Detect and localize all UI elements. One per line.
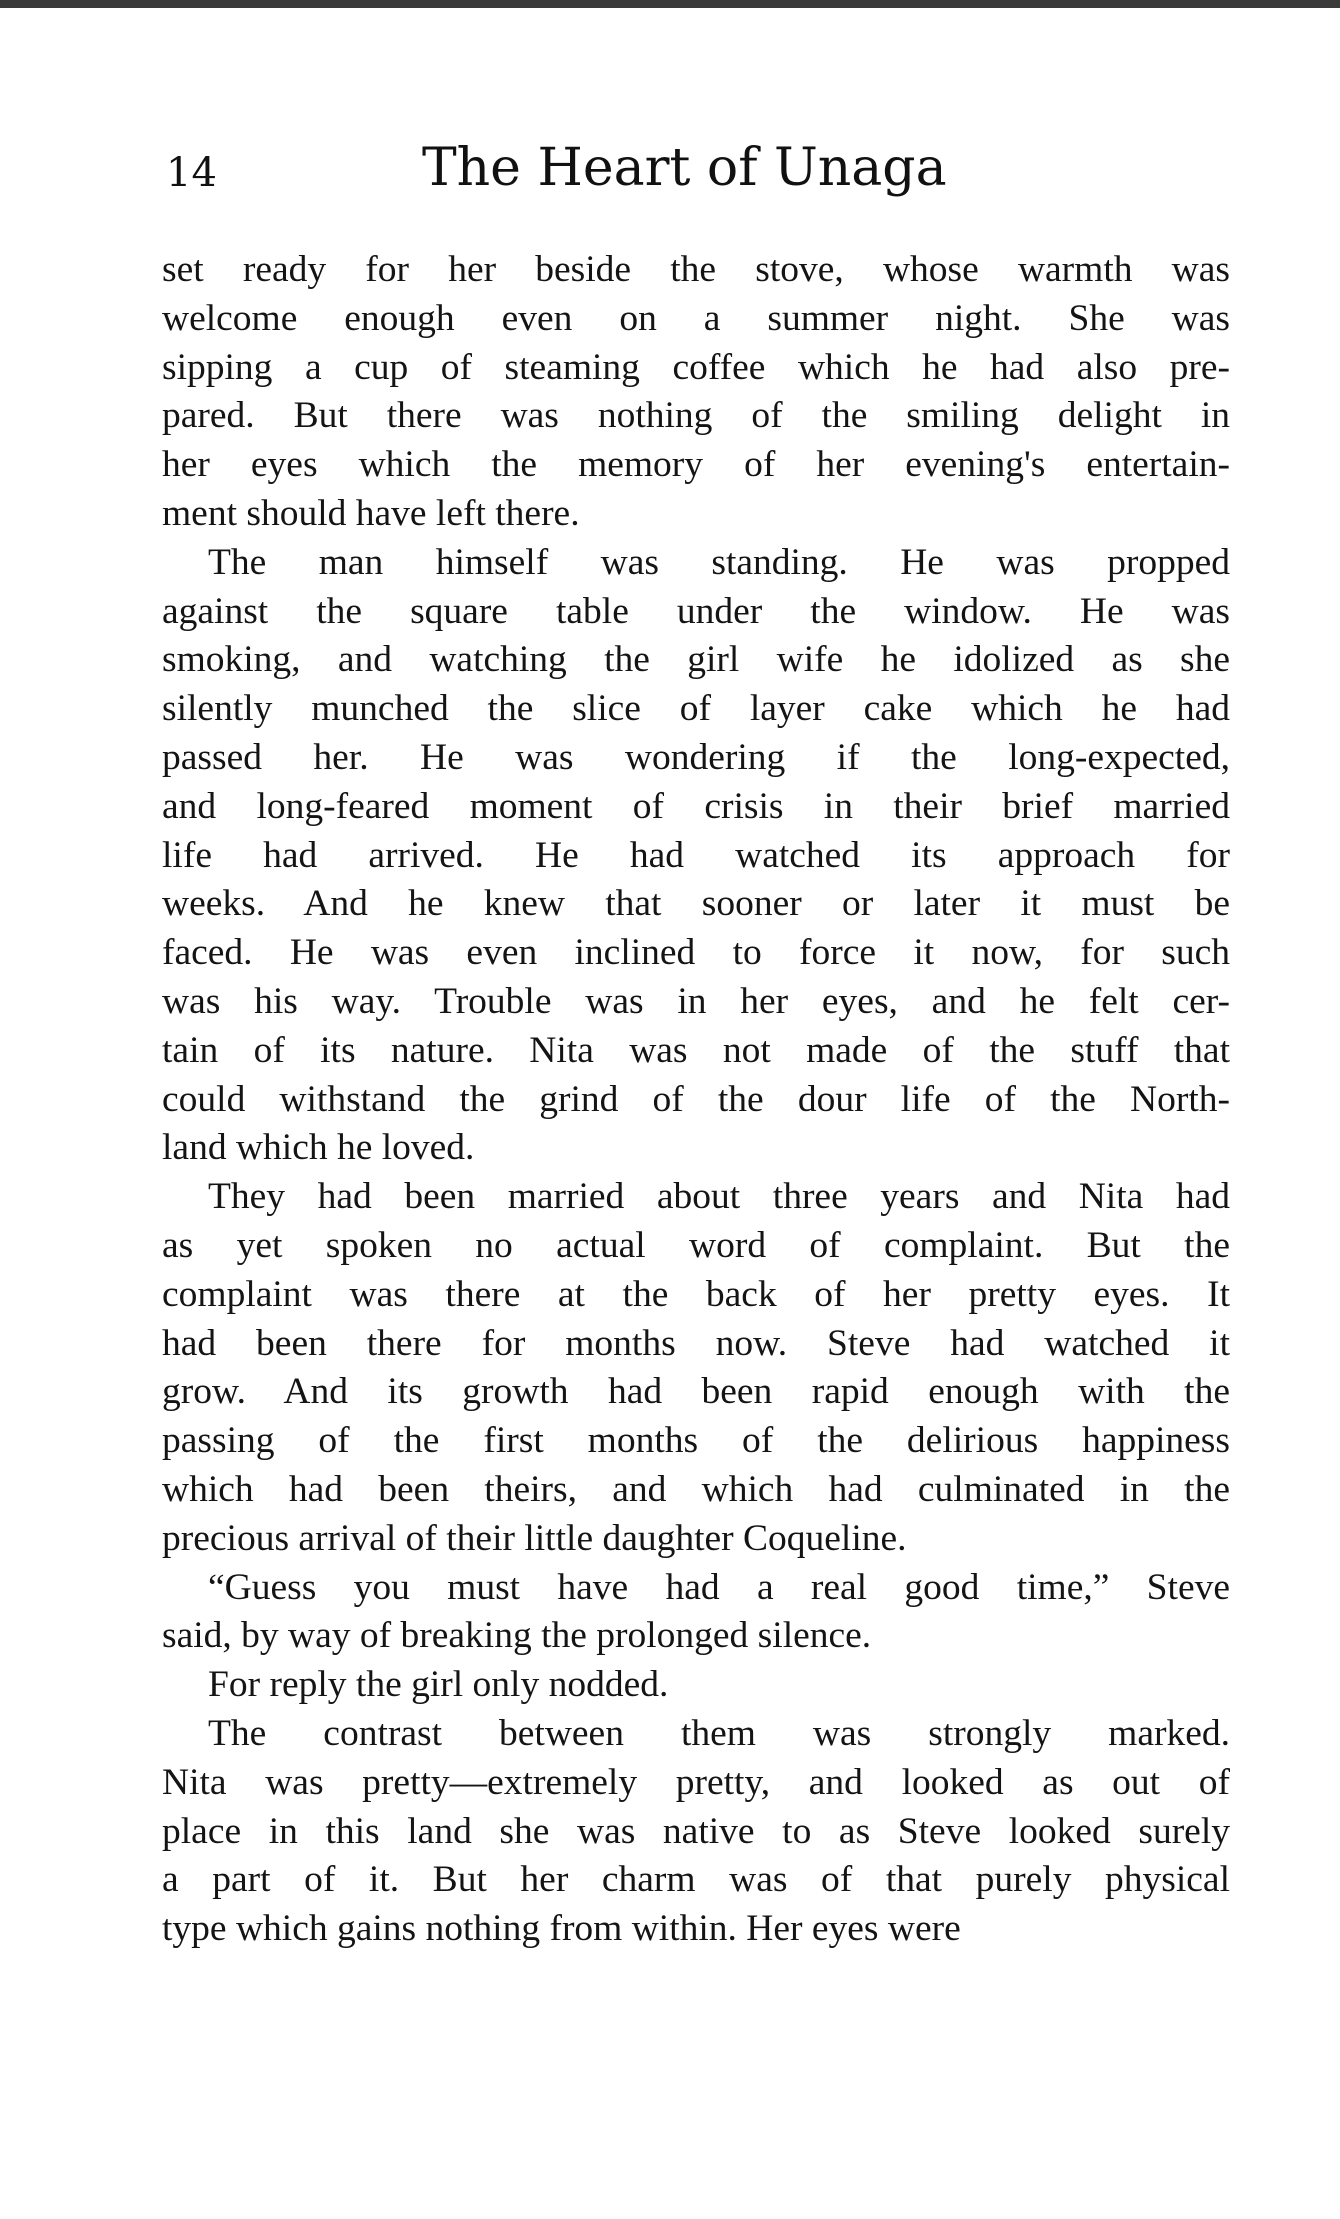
text-line: “Guess you must have had a real good time,” Steve — [208, 1566, 1230, 1608]
paragraph — [162, 246, 1230, 539]
scan-edge — [0, 0, 1340, 8]
text-line: was his way. Trouble was in her eyes, and he felt cer- — [162, 980, 1230, 1022]
paragraph — [162, 539, 1230, 1173]
text-line: had been there for months now. Steve had watched it — [162, 1322, 1230, 1364]
text-line: a part of it. But her charm was of that purely physical — [162, 1859, 1230, 1901]
paragraph — [162, 1710, 1230, 1954]
text-line: passing of the first months of the delirious happiness — [162, 1420, 1230, 1462]
paragraph — [162, 1564, 1230, 1662]
text-line: weeks. And he knew that sooner or later it must be — [162, 883, 1230, 925]
text-line: which had been theirs, and which had culminated in the — [162, 1468, 1230, 1510]
text-line: ment should have left there. — [162, 492, 580, 534]
text-line: pared. But there was nothing of the smiling delight in — [162, 395, 1230, 437]
text-line: precious arrival of their little daughter Coqueline. — [162, 1517, 907, 1559]
text-line: land which he loved. — [162, 1127, 475, 1169]
paragraph — [162, 1173, 1230, 1563]
text-line: said, by way of breaking the prolonged silence. — [162, 1615, 872, 1657]
running-head: The Heart of Unaga — [422, 138, 947, 198]
text-line: For reply the girl only nodded. — [208, 1664, 669, 1706]
text-line: against the square table under the window. He was — [162, 590, 1230, 632]
text-line: type which gains nothing from within. Her eyes were — [162, 1908, 961, 1950]
text-line: smoking, and watching the girl wife he idolized as she — [162, 639, 1230, 681]
text-line: could withstand the grind of the dour life of the North- — [162, 1078, 1230, 1120]
text-line: They had been married about three years and Nita had — [208, 1176, 1230, 1218]
text-line: set ready for her beside the stove, whose warmth was — [162, 249, 1230, 290]
body-text — [162, 246, 1230, 1954]
text-line: life had arrived. He had watched its approach for — [162, 834, 1230, 876]
text-line: faced. He was even inclined to force it now, for such — [162, 932, 1230, 974]
text-line: The contrast between them was strongly marked. — [208, 1712, 1230, 1754]
text-line: Nita was pretty—extremely pretty, and looked as out of — [162, 1761, 1230, 1803]
page-header — [166, 138, 1006, 208]
text-line: grow. And its growth had been rapid enough with the — [162, 1371, 1230, 1413]
text-line: The man himself was standing. He was propped — [208, 541, 1230, 583]
text-line: and long-feared moment of crisis in their brief married — [162, 785, 1230, 827]
text-line: sipping a cup of steaming coffee which he had also pre- — [162, 346, 1230, 388]
text-line: complaint was there at the back of her pretty eyes. It — [162, 1273, 1230, 1315]
text-line: silently munched the slice of layer cake which he had — [162, 688, 1230, 730]
text-line: passed her. He was wondering if the long-expected, — [162, 736, 1230, 778]
text-line: tain of its nature. Nita was not made of the stuff that — [162, 1029, 1230, 1071]
text-line: place in this land she was native to as Steve looked surely — [162, 1810, 1230, 1852]
text-line: welcome enough even on a summer night. She was — [162, 297, 1230, 339]
page-number: 14 — [166, 150, 217, 196]
paragraph — [162, 1661, 1230, 1710]
text-line: her eyes which the memory of her evening's entertain- — [162, 444, 1230, 486]
text-line: as yet spoken no actual word of complaint. But the — [162, 1224, 1230, 1266]
